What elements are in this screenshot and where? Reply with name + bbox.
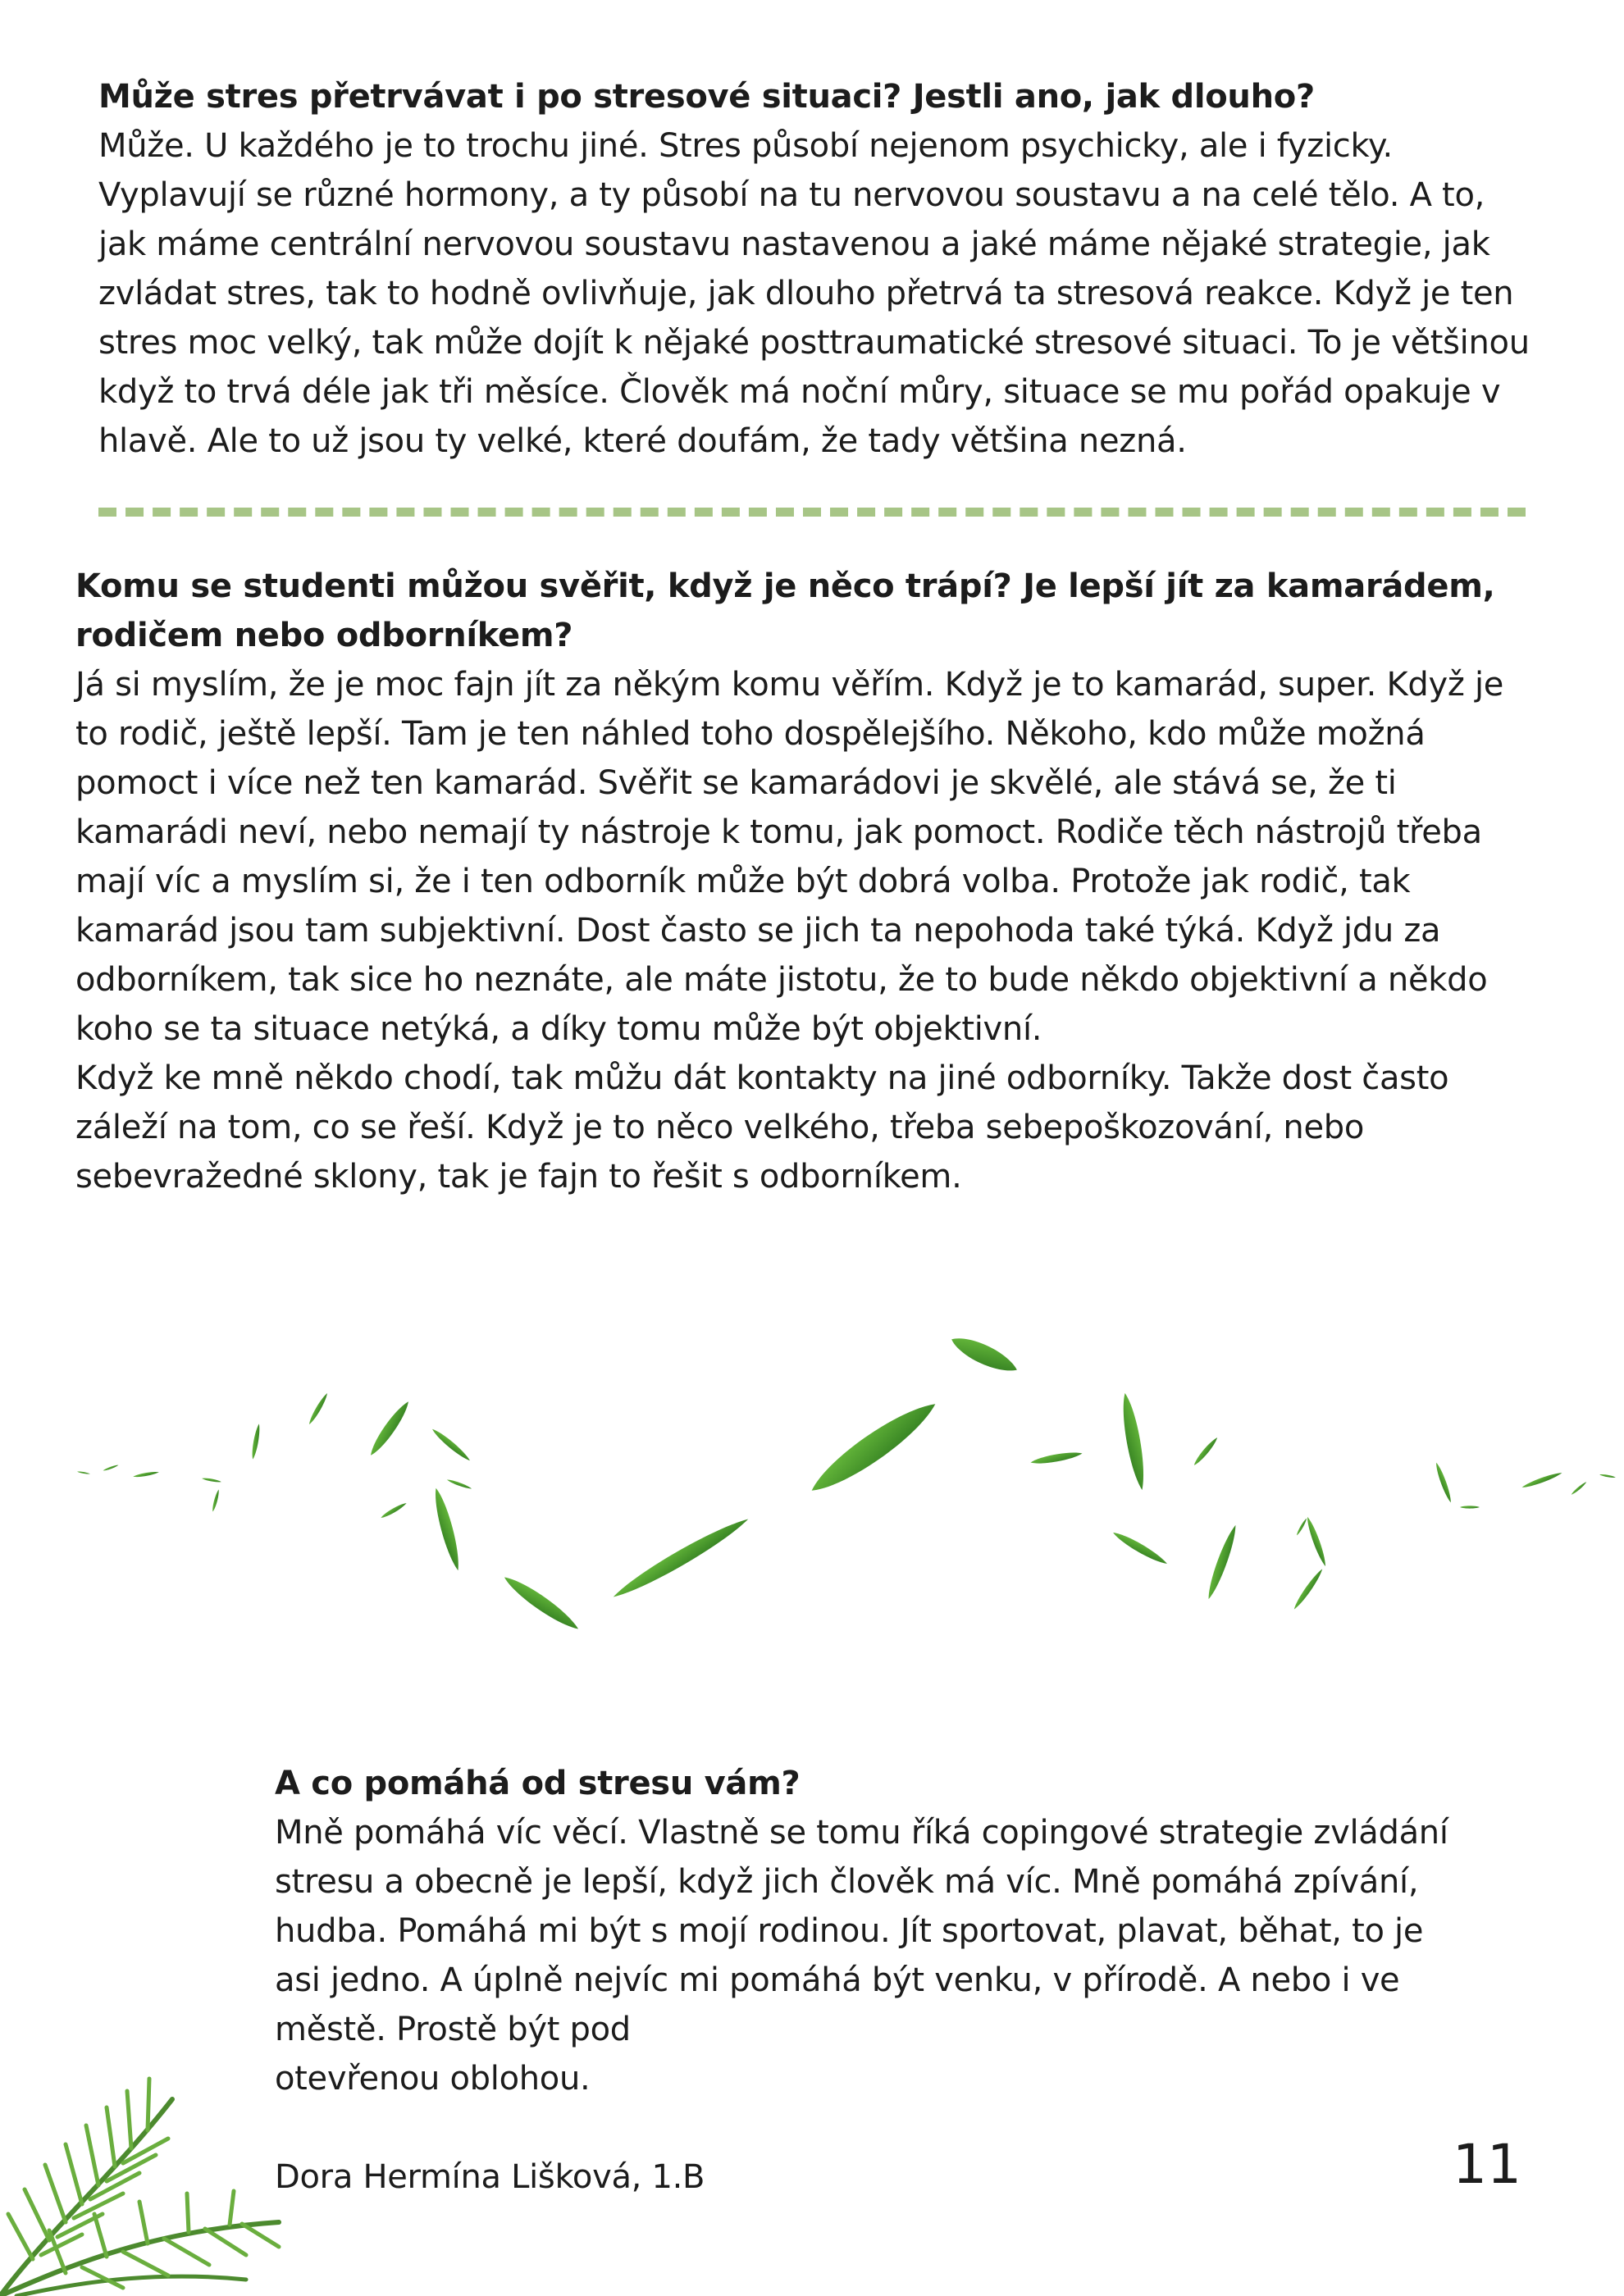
leaf-icon	[431, 1427, 472, 1463]
leaf-icon	[1571, 1481, 1587, 1496]
leaf-icon	[1204, 1524, 1239, 1601]
leaf-icon	[446, 1478, 472, 1490]
answer-paragraph: Mně pomáhá víc věcí. Vlastně se tomu říká copingové strategie zvládání stresu a obecně je lepší, když jich člověk má víc. Mně pomáhá zpívání, hudba. Pomáhá mi být s mojí rodinou. Jít sportovat, plavat, běhat, to je asi jedno. A úplně nejvíc mi pomáhá být venku, v přírodě. A nebo i ve městě. Prostě být pod	[275, 1814, 1448, 2048]
leaf-icon	[1434, 1461, 1453, 1503]
leaf-icon	[1460, 1506, 1480, 1508]
leaf-icon	[1119, 1392, 1149, 1491]
answer-paragraph: Já si myslím, že je moc fajn jít za někým komu věřím. Když je to kamarád, super. Když je to rodič, ještě lepší. Tam je ten náhled toho dospělejšího. Někoho, kdo může možná pomoct i více než ten kamarád. Svěřit se kamarádovi je skvělé, ale stává se, že ti kamarádi neví, nebo nemají ty nástroje k tomu, jak pomoct. Rodiče těch nástrojů třeba mají víc a myslím si, že i ten odborník může být dobrá volba. Protože jak rodič, tak kamarád jsou tam subjektivní. Dost často se jich ta nepohoda také týká. Když jdu za odborníkem, tak sice ho neznáte, ale máte jistotu, že to bude někdo objektivní a někdo koho se ta situace netýká, a díky tomu může být objektivní.	[75, 666, 1504, 1048]
dashed-divider	[98, 508, 1526, 517]
interview-section-stress-duration	[98, 72, 1534, 466]
leaf-icon	[202, 1477, 221, 1483]
leaf-icon	[805, 1393, 943, 1501]
leaf-icon	[367, 1399, 413, 1459]
leaf-icon	[380, 1501, 408, 1519]
leaf-icon	[250, 1424, 261, 1460]
interview-section-stress-relief	[275, 1759, 1456, 2103]
scattered-leaves-illustration	[66, 1296, 1624, 1656]
leaf-icon	[609, 1513, 751, 1603]
question-heading: A co pomáhá od stresu vám?	[275, 1765, 801, 1802]
page-number: 11	[1453, 2133, 1521, 2196]
leaf-icon	[133, 1470, 159, 1478]
leaf-icon	[1521, 1470, 1563, 1489]
palm-frond-illustration	[0, 2050, 295, 2296]
interview-section-who-to-confide	[75, 562, 1535, 1201]
leaf-icon	[947, 1331, 1020, 1378]
leaf-icon	[212, 1489, 221, 1512]
leaf-icon	[103, 1464, 119, 1471]
leaf-icon	[1305, 1516, 1329, 1568]
leaf-icon	[500, 1572, 582, 1635]
answer-paragraph-end: otevřenou oblohou.	[275, 2060, 591, 2098]
answer-paragraph: Může. U každého je to trochu jiné. Stres působí nejenom psychicky, ale i fyzicky. Vyplavují se různé hormony, a ty působí na tu nervovou soustavu a na celé tělo. A to, jak máme centrální nervovou soustavu nastavenou a jaké máme nějaké strategie, jak zvládat stres, tak to hodně ovlivňuje, jak dlouho přetrvá ta stresová reakce. Když je ten stres moc velký, tak může dojít k nějaké posttraumatické stresové situaci. To je většinou když to trvá déle jak tři měsíce. Člověk má noční můry, situace se mu pořád opakuje v hlavě. Ale to už jsou ty velké, které doufám, že tady většina nezná.	[98, 127, 1530, 460]
leaf-icon	[1599, 1474, 1616, 1478]
leaf-icon	[1296, 1518, 1308, 1536]
leaf-icon	[308, 1392, 330, 1426]
question-heading: Komu se studenti můžou svěřit, když je něco trápí? Je lepší jít za kamarádem, rodičem nebo odborníkem?	[75, 567, 1495, 654]
leaf-icon	[1030, 1450, 1083, 1466]
leaf-icon	[431, 1487, 463, 1572]
leaf-icon	[1192, 1436, 1219, 1467]
leaf-icon	[1111, 1529, 1170, 1568]
leaf-icon	[1292, 1567, 1325, 1610]
author-signature: Dora Hermína Lišková, 1.B	[275, 2158, 705, 2196]
question-heading: Může stres přetrvávat i po stresové situaci? Jestli ano, jak dlouho?	[98, 78, 1315, 116]
answer-paragraph: Když ke mně někdo chodí, tak můžu dát kontakty na jiné odborníky. Takže dost často záleží na tom, co se řeší. Když je to něco velkého, třeba sebepoškozování, nebo sebevražedné sklony, tak je fajn to řešit s odborníkem.	[75, 1059, 1449, 1196]
leaf-icon	[77, 1471, 90, 1475]
